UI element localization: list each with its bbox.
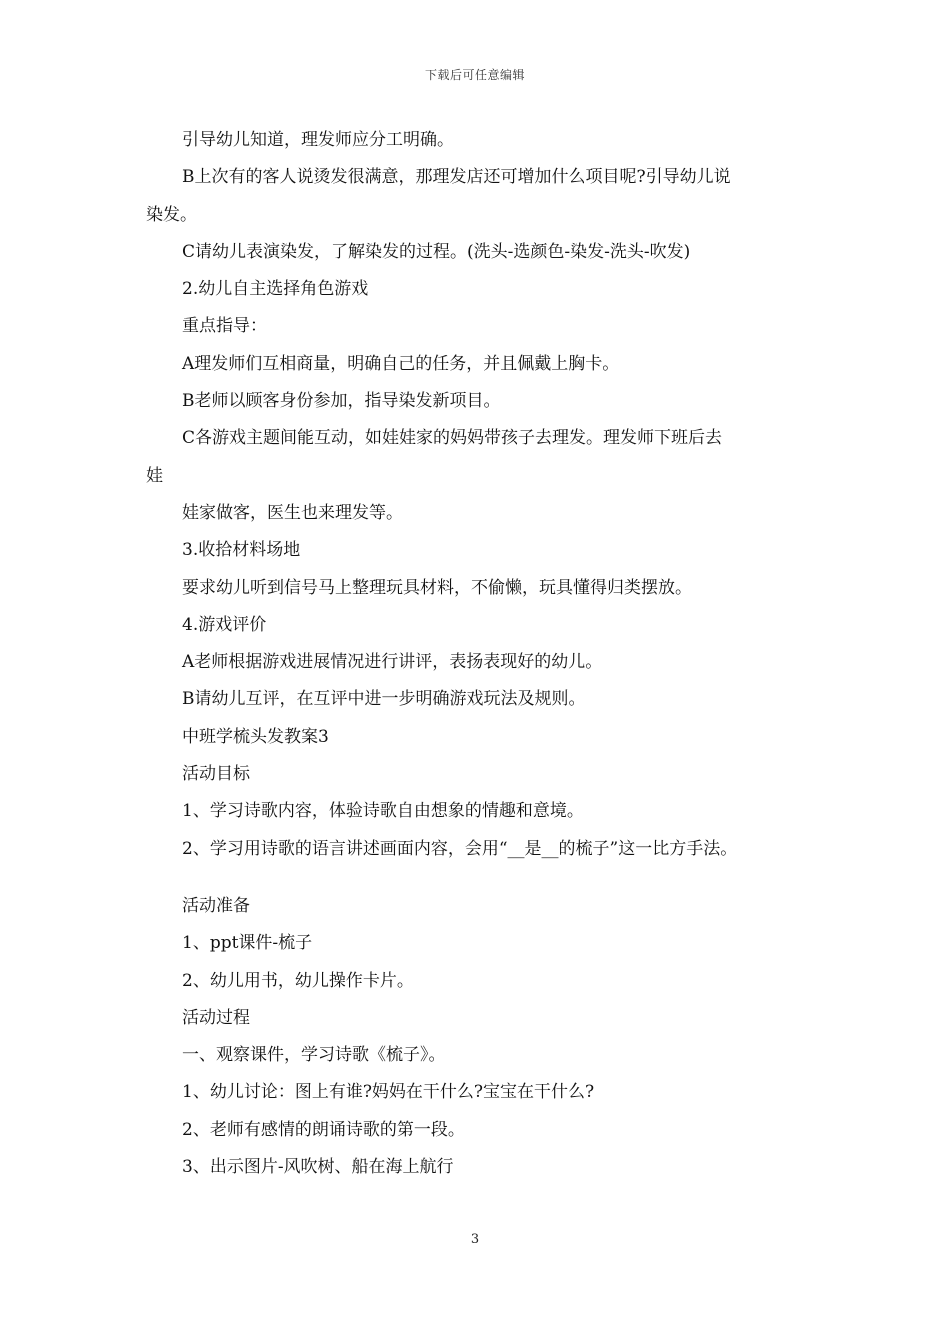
paragraph-line: 3、出示图片-风吹树、船在海上航行 (182, 1157, 454, 1178)
paragraph-line: 活动准备 (182, 895, 250, 916)
paragraph-line: 1、ppt课件-梳子 (182, 933, 313, 954)
paragraph-line: 引导幼儿知道，理发师应分工明确。 (182, 130, 454, 150)
paragraph-line: B老师以顾客身份参加，指导染发新项目。 (182, 391, 501, 412)
document-body (146, 122, 822, 1186)
paragraph-line: 娃家做客，医生也来理发等。 (182, 502, 403, 523)
paragraph-line: A理发师们互相商量，明确自己的任务，并且佩戴上胸卡。 (182, 353, 620, 374)
paragraph-line: 2.幼儿自主选择角色游戏 (182, 279, 369, 300)
page-header: 下载后可任意编辑 (424, 68, 525, 82)
paragraph-line: 1、学习诗歌内容，体验诗歌自由想象的情趣和意境。 (182, 801, 584, 822)
paragraph-line: 活动目标 (182, 764, 250, 785)
paragraph-line: 2、老师有感情的朗诵诗歌的第一段。 (182, 1119, 465, 1140)
paragraph-line: 4.游戏评价 (182, 614, 267, 635)
paragraph-line: 重点指导： (182, 316, 267, 337)
paragraph-line: 3.收拾材料场地 (182, 540, 301, 561)
paragraph-line: 一、观察课件，学习诗歌《梳子》。 (182, 1045, 446, 1066)
paragraph-line: B请幼儿互评，在互评中进一步明确游戏玩法及规则。 (182, 689, 586, 710)
paragraph-line: 1、幼儿讨论：图上有谁?妈妈在干什么?宝宝在干什么? (182, 1082, 595, 1103)
section-title: 中班学梳头发教案3 (182, 726, 329, 747)
paragraph-line: 染发。 (146, 204, 197, 225)
paragraph-line: 要求幼儿听到信号马上整理玩具材料，不偷懒，玩具懂得归类摆放。 (182, 577, 692, 598)
paragraph-line: 2、幼儿用书，幼儿操作卡片。 (182, 970, 414, 991)
paragraph-line: C各游戏主题间能互动，如娃娃家的妈妈带孩子去理发。理发师下班后去 (182, 428, 723, 449)
paragraph-gap (146, 868, 822, 888)
paragraph-line: B上次有的客人说烫发很满意，那理发店还可增加什么项目呢?引导幼儿说 (182, 167, 731, 188)
paragraph-line: 2、学习用诗歌的语言讲述画面内容，会用“__是__的梳子”这一比方手法。 (182, 838, 738, 859)
page-number: 3 (470, 1232, 480, 1247)
paragraph-line: 活动过程 (182, 1007, 250, 1028)
paragraph-line: C请幼儿表演染发，了解染发的过程。(洗头-选颜色-染发-洗头-吹发) (182, 241, 691, 262)
paragraph-line: 娃 (146, 465, 163, 486)
paragraph-line: A老师根据游戏进展情况进行讲评，表扬表现好的幼儿。 (182, 652, 603, 673)
